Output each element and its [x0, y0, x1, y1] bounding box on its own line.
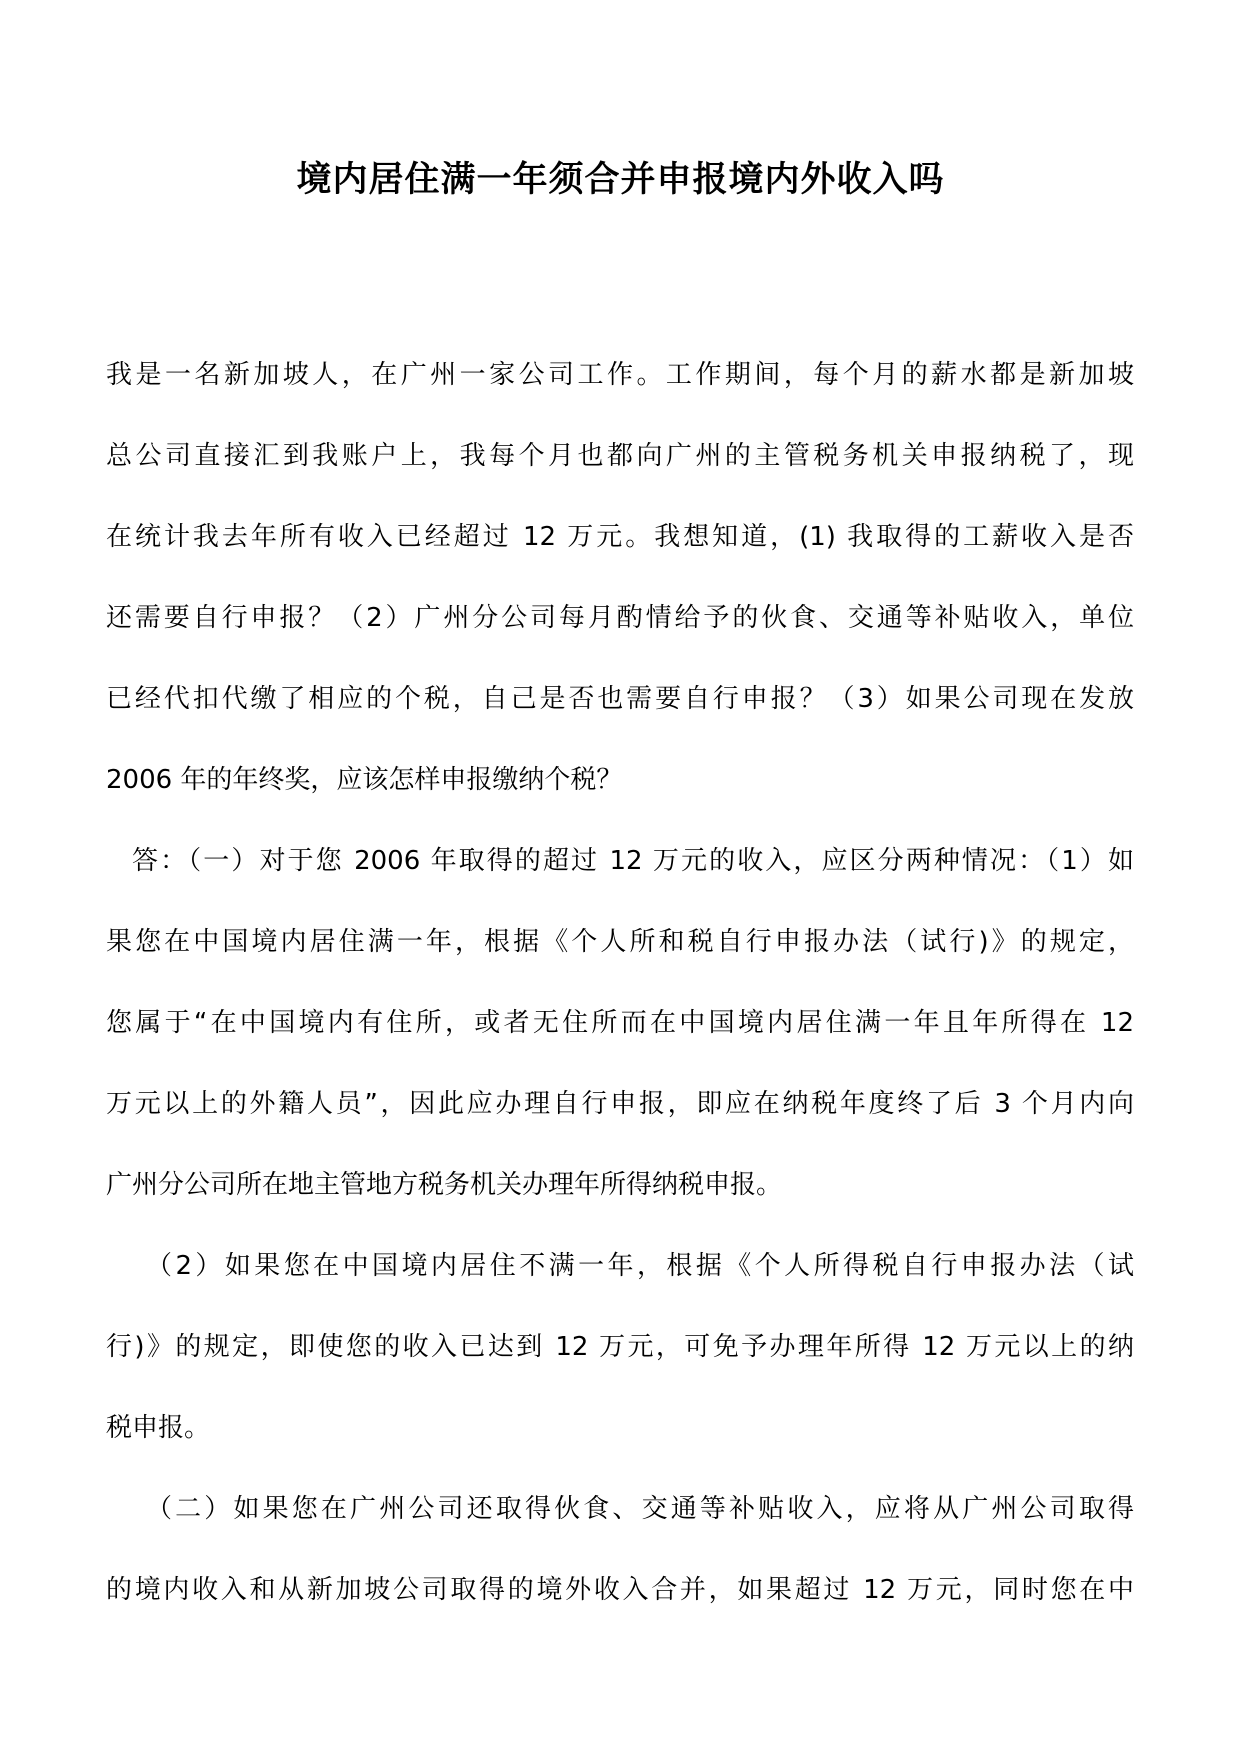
paragraph-line: （二）如果您在广州公司还取得伙食、交通等补贴收入，应将从广州公司取得 [146, 1494, 1134, 1524]
paragraph-line: 行)》的规定，即使您的收入已达到 12 万元，可免予办理年所得 12 万元以上的纳 [106, 1332, 1134, 1362]
paragraph-line: 还需要自行申报？（2）广州分公司每月酌情给予的伙食、交通等补贴收入，单位 [106, 603, 1134, 633]
paragraph-line: 已经代扣代缴了相应的个税，自己是否也需要自行申报？（3）如果公司现在发放 [106, 684, 1134, 714]
paragraph-line: 万元以上的外籍人员”，因此应办理自行申报，即应在纳税年度终了后 3 个月内向 [106, 1089, 1134, 1119]
paragraph-line: 广州分公司所在地主管地方税务机关办理年所得纳税申报。 [106, 1170, 783, 1200]
paragraph-line: 我是一名新加坡人，在广州一家公司工作。工作期间，每个月的薪水都是新加坡 [106, 360, 1134, 390]
paragraph-line: 答：（一）对于您 2006 年取得的超过 12 万元的收入，应区分两种情况：（1）如 [132, 846, 1134, 876]
paragraph-line: 税申报。 [106, 1413, 211, 1443]
paragraph-line: （2）如果您在中国境内居住不满一年，根据《个人所得税自行申报办法（试 [146, 1251, 1134, 1281]
paragraph-line: 总公司直接汇到我账户上，我每个月也都向广州的主管税务机关申报纳税了，现 [106, 441, 1134, 471]
document-title: 境内居住满一年须合并申报境内外收入吗 [296, 159, 945, 200]
paragraph-line: 2006 年的年终奖，应该怎样申报缴纳个税？ [106, 765, 623, 795]
paragraph-line: 您属于“在中国境内有住所，或者无住所而在中国境内居住满一年且年所得在 12 [106, 1008, 1134, 1038]
document-body [106, 335, 1134, 1631]
paragraph-line: 的境内收入和从新加坡公司取得的境外收入合并，如果超过 12 万元，同时您在中 [106, 1575, 1134, 1605]
paragraph-line: 在统计我去年所有收入已经超过 12 万元。我想知道，(1) 我取得的工薪收入是否 [106, 522, 1134, 552]
paragraph-line: 果您在中国境内居住满一年，根据《个人所和税自行申报办法（试行)》的规定， [106, 927, 1134, 957]
